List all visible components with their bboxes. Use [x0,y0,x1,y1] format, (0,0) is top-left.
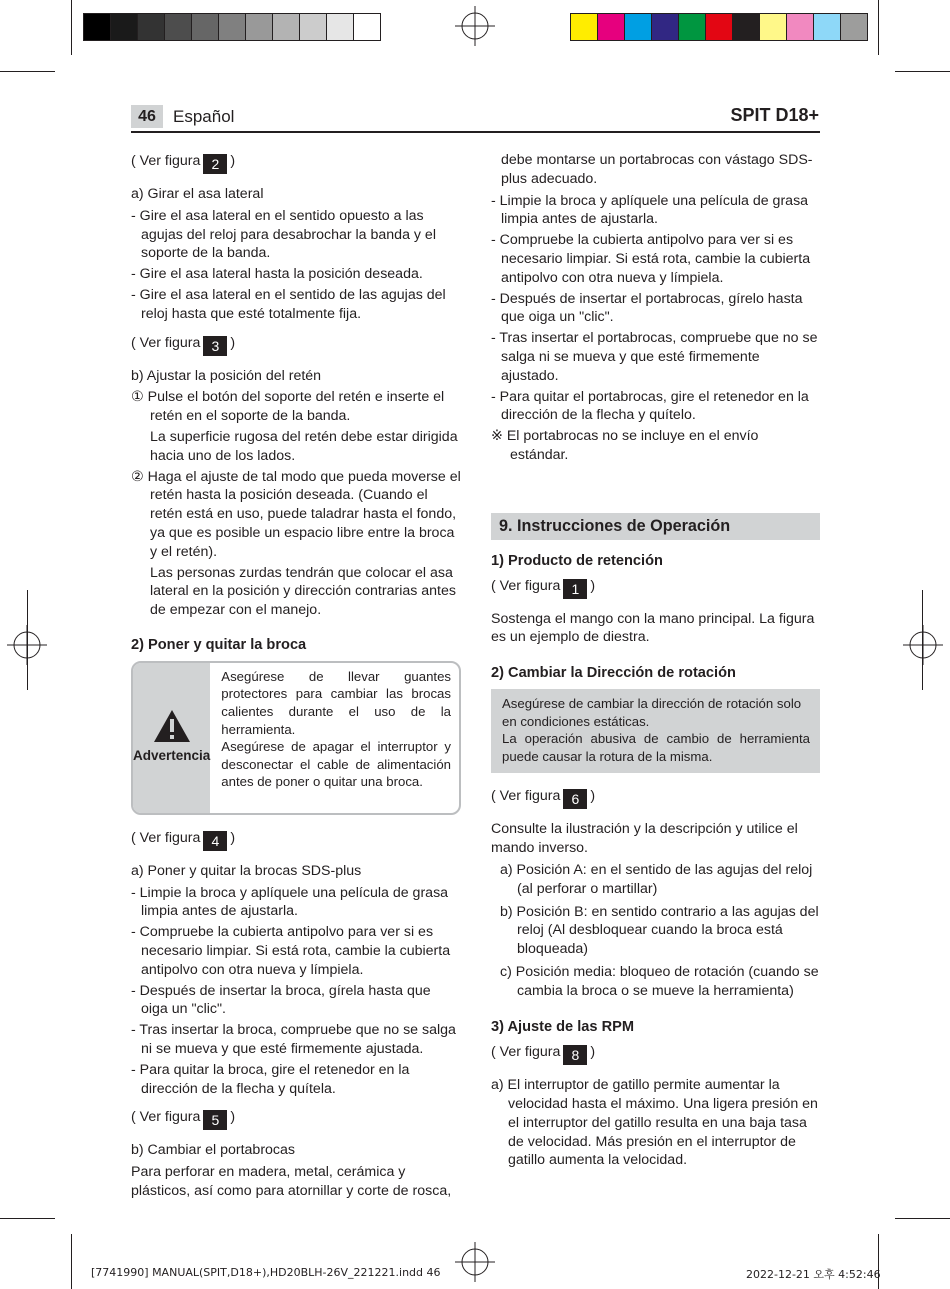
crop-mark [895,71,950,72]
figure-number-badge: 2 [203,154,227,174]
color-swatch [841,14,867,40]
warning-box [131,661,461,815]
crop-mark [895,1218,950,1219]
gray-swatch [111,14,138,40]
color-swatch [760,14,787,40]
crop-mark [0,1218,55,1219]
figure-ref: ( Ver figura 3 ) [131,334,236,354]
caution-box: Asegúrese de cambiar la dirección de rotación solo en condiciones estáticas. La operación abusiva de cambio de herramienta puede causar la rotura de la misma. [491,689,820,773]
gray-swatch [327,14,354,40]
step-title: b) Cambiar el portabrocas [131,1142,296,1159]
figure-number-badge: 3 [203,336,227,356]
warning-triangle-icon [153,709,191,743]
crop-mark [922,590,923,690]
crop-mark [878,0,879,55]
color-swatch [652,14,679,40]
list-item: b) Posición B: en sentido contrario a las agujas del reloj (Al desbloquear cuando la broca está bloqueada) [500,903,819,958]
crop-mark [71,1234,72,1289]
paragraph: Para perforar en madera, metal, cerámica y plásticos, así como para atornillar y corte de rosca, [131,1164,452,1199]
step-title: b) Ajustar la posición del retén [131,367,322,384]
color-swatch [787,14,814,40]
list-item: - Gire el asa lateral hasta la posición deseada. [131,266,423,283]
list-item: - Tras insertar la broca, compruebe que no se salga ni se mueva y que esté firmemente ajustada. [131,1022,456,1057]
gray-swatch [192,14,219,40]
figure-ref: ( Ver figura 5 ) [131,1109,236,1129]
gray-swatch [273,14,300,40]
figure-ref: ( Ver figura 4 ) [131,829,236,849]
registration-mark-icon [455,6,495,46]
figure-ref: ( Ver figura 6 ) [491,788,596,808]
gray-swatch [84,14,111,40]
color-swatch [625,14,652,40]
note: ※ El portabrocas no se incluye en el envío estándar. [491,428,759,463]
gray-swatch [354,14,380,40]
section-heading: 9. Instrucciones de Operación [491,513,820,540]
warning-text: Asegúrese de llevar guantes protectores para cambiar las brocas calientes durante el uso de la herramienta. Asegúrese de apagar el interruptor y desconectar el cable de alimentación antes de poner o quitar una broca. [221,668,451,790]
left-column [131,152,461,1204]
numbered-item-note: La superficie rugosa del retén debe estar dirigida hacia uno de los lados. [150,428,458,464]
gray-swatch [246,14,273,40]
figure-number-badge: 8 [563,1045,587,1065]
figure-ref: ( Ver figura 2 ) [131,153,236,172]
paragraph-continued: debe montarse un portabrocas con vástago SDS-plus adecuado. [501,152,813,187]
warning-label: Advertencia [133,748,211,764]
footer-timestamp: 2022-12-21 오후 4:52:46 [746,1268,881,1281]
list-item: - Después de insertar el portabrocas, gírelo hasta que oiga un "clic". [491,290,803,326]
color-swatch [571,14,598,40]
list-item: - Limpie la broca y aplíquele una película de grasa limpia antes de ajustarla. [131,884,449,920]
color-swatch [733,14,760,40]
list-item: - Para quitar el portabrocas, gire el retenedor en la dirección de la flecha y quítelo. [491,388,809,424]
figure-ref: ( Ver figura 1 ) [491,577,596,597]
list-item: - Limpie la broca y aplíquele una película de grasa limpia antes de ajustarla. [491,192,809,228]
list-item: - Compruebe la cubierta antipolvo para ver si es necesario limpiar. Si está rota, cambie la cubierta antipolvo con otra nueva y límpiela. [131,924,451,978]
step-title: a) Girar el asa lateral [131,186,264,202]
crop-mark [71,0,72,55]
registration-mark-icon [903,625,943,665]
crop-mark [27,590,28,690]
numbered-item: ② Haga el ajuste de tal modo que pueda moverse el retén hasta la posición deseada. (Cuando el retén está en uso, puede taladrar hasta el fondo, ya que es posible un espacio libre entre la broca y el retén). [131,468,461,560]
paragraph: Consulte la ilustración y la descripción y utilice el mando inverso. [491,821,798,857]
color-swatch [598,14,625,40]
footer-file-info: [7741990] MANUAL(SPIT,D18+),HD20BLH-26V_221221.indd 46 [91,1266,441,1279]
header-divider [131,131,820,133]
color-swatch [814,14,841,40]
registration-mark-icon [455,1242,495,1282]
numbered-item: ① Pulse el botón del soporte del retén e inserte el retén en el soporte de la banda. [131,389,445,425]
list-item: - Tras insertar el portabrocas, compruebe que no se salga ni se mueva y que esté firmemente ajustado. [491,330,818,384]
numbered-item-note: Las personas zurdas tendrán que colocar el asa lateral en la posición y dirección contrarias antes de empezar con el manejo. [150,564,456,619]
gray-swatch [219,14,246,40]
figure-ref: ( Ver figura 8 ) [491,1044,596,1064]
document-title: SPIT D18+ [730,105,819,125]
color-swatch [679,14,706,40]
gray-swatch [300,14,327,40]
subsection-heading: 2) Poner y quitar la broca [131,636,307,653]
list-item: - Compruebe la cubierta antipolvo para ver si es necesario limpiar. Si está rota, cambie la cubierta antipolvo con otra nueva y límpiela. [491,232,811,286]
figure-number-badge: 6 [563,789,587,809]
list-item: a) El interruptor de gatillo permite aumentar la velocidad hasta el máximo. Una ligera presión en el interruptor del gatillo resulta en una baja tasa de velocidad. Más presión en el interruptor de gatillo aumenta la velocidad. [491,1077,818,1169]
figure-number-badge: 5 [203,1110,227,1130]
page-number: 46 [131,105,163,128]
list-item: a) Posición A: en el sentido de las agujas del reloj (al perforar o martillar) [500,861,813,897]
list-item: - Para quitar la broca, gire el retenedor en la dirección de la flecha y quítela. [131,1061,410,1097]
warning-label-panel [133,663,210,813]
figure-number-badge: 1 [563,579,587,599]
subsection-heading: 2) Cambiar la Dirección de rotación [491,665,736,682]
color-swatch [706,14,733,40]
paragraph: Sostenga el mango con la mano principal. La figura es un ejemplo de diestra. [491,610,815,646]
language-label: Español [173,107,235,126]
cmyk-color-bar [570,13,868,41]
crop-mark [0,71,55,72]
step-title: a) Poner y quitar la brocas SDS-plus [131,862,362,879]
list-item: c) Posición media: bloqueo de rotación (cuando se cambia la broca o se mueve la herramienta) [500,963,819,999]
grayscale-color-bar [83,13,381,41]
list-item: - Gire el asa lateral en el sentido opuesto a las agujas del reloj para desabrochar la banda y el soporte de la banda. [131,207,436,262]
subsection-heading: 3) Ajuste de las RPM [491,1019,635,1036]
gray-swatch [165,14,192,40]
right-column [491,151,820,1172]
figure-number-badge: 4 [203,831,227,851]
subsection-heading: 1) Producto de retención [491,552,663,569]
gray-swatch [138,14,165,40]
list-item: - Después de insertar la broca, gírela hasta que oiga un "clic". [131,982,431,1018]
list-item: - Gire el asa lateral en el sentido de las agujas del reloj hasta que esté totalmente fija. [131,286,446,322]
